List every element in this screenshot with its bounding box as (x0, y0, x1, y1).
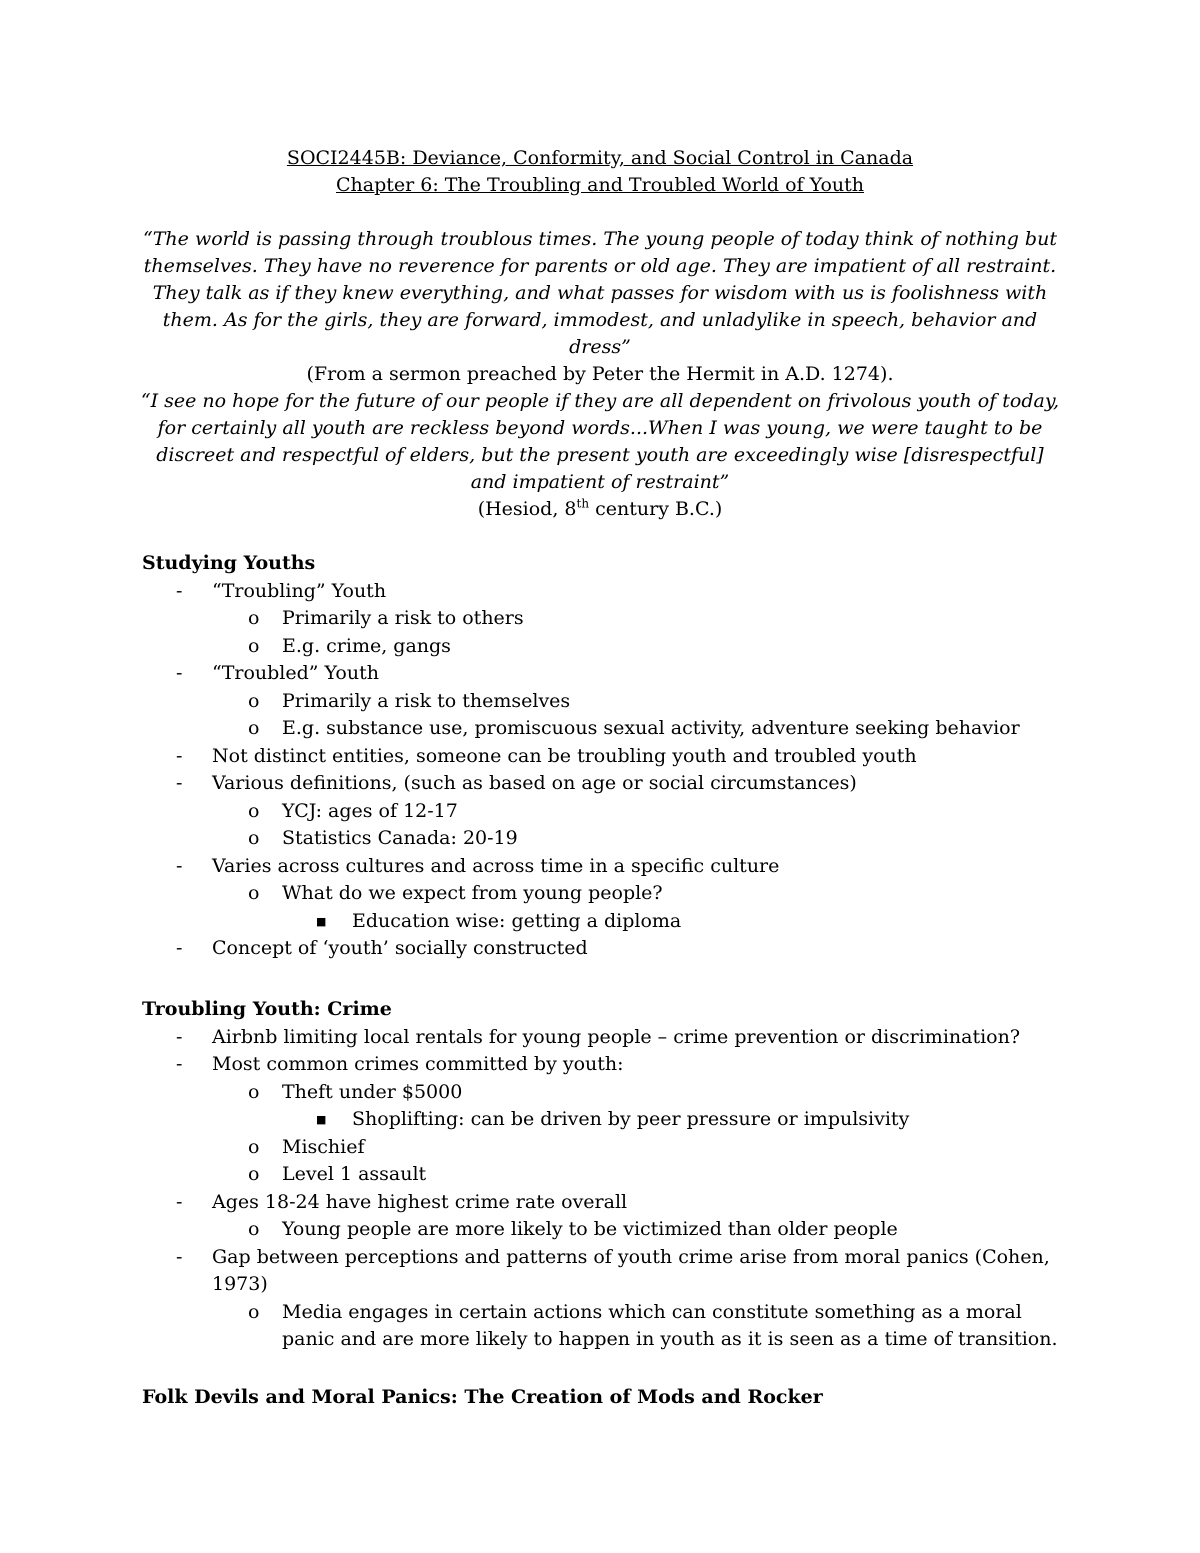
sub-list (212, 1299, 1062, 1354)
quote-hesiod (140, 388, 1060, 523)
sub-item-text: What do we expect from young people? (282, 882, 663, 904)
circle-bullet: o (248, 882, 260, 904)
circle-bullet: o (248, 1135, 260, 1158)
list-item (142, 1244, 1062, 1354)
circle-bullet: o (248, 607, 260, 629)
dash-bullet: - (176, 937, 183, 959)
dash-bullet: - (176, 579, 183, 602)
quote-peter-the-hermit (140, 226, 1060, 388)
list-item (142, 1189, 1062, 1244)
sub-item-text: Young people are more likely to be victimized than older people (282, 1218, 898, 1240)
list-item-text: “Troubled” Youth (212, 662, 379, 684)
circle-bullet: o (248, 1163, 260, 1185)
list-item (142, 1051, 1062, 1189)
circle-bullet: o (248, 1080, 260, 1103)
list-item (142, 935, 1062, 963)
chapter-title: Chapter 6: The Troubling and Troubled World of Youth (335, 174, 865, 196)
circle-bullet: o (248, 634, 260, 657)
circle-bullet: o (248, 799, 260, 822)
list-item-text: Various definitions, (such as based on age or social circumstances) (212, 772, 857, 794)
section-folk-devils (142, 1384, 1062, 1412)
list-item-text: Most common crimes committed by youth: (212, 1053, 624, 1075)
sub-list (212, 605, 1062, 660)
section-studying-youths (142, 550, 1062, 963)
sub-item-text: Primarily a risk to others (282, 607, 524, 629)
circle-bullet: o (248, 717, 260, 739)
sub-sub-item-text: Shoplifting: can be driven by peer pressure or impulsivity (352, 1108, 910, 1130)
sub-sub-list-item (282, 1106, 1062, 1134)
sub-sub-list (282, 1106, 1062, 1134)
list-item-text: Not distinct entities, someone can be troubling youth and troubled youth (212, 744, 917, 767)
dash-bullet: - (176, 1245, 183, 1268)
sub-list (212, 1216, 1062, 1244)
bullet-list (142, 578, 1062, 963)
list-item-text: Concept of ‘youth’ socially constructed (212, 937, 588, 959)
sub-item-text: Media engages in certain actions which can constitute something as a moral panic and are more likely to happen in youth as it is seen as a time of transition. (282, 1300, 1058, 1350)
list-item (142, 1024, 1062, 1052)
sub-list (212, 688, 1062, 743)
course-title: SOCI2445B: Deviance, Conformity, and Social Control in Canada (286, 147, 914, 169)
sub-list-item (212, 605, 1062, 633)
sub-item-text: E.g. substance use, promiscuous sexual activity, adventure seeking behavior (282, 717, 1020, 739)
sub-item-text: Level 1 assault (282, 1163, 427, 1185)
list-item (142, 770, 1062, 853)
section-heading: Folk Devils and Moral Panics: The Creation of Mods and Rocker (142, 1386, 823, 1408)
dash-bullet: - (176, 772, 183, 794)
sub-item-text: YCJ: ages of 12-17 (282, 799, 458, 822)
list-item-text: Gap between perceptions and patterns of youth crime arise from moral panics (Cohen, 1973) (212, 1245, 1050, 1295)
list-item (142, 660, 1062, 743)
quote-text: “The world is passing through troublous times. The young people of today think of nothing but themselves. They have no reverence for parents or old age. They are impatient of all restraint. They talk as if they knew everything, and what passes for wisdom with us is foolishness with them. As for the girls, they are forward, immodest, and unladylike in speech, behavior and dress” (143, 228, 1057, 358)
dash-bullet: - (176, 854, 183, 877)
sub-sub-list-item (282, 908, 1062, 936)
dash-bullet: - (176, 662, 183, 684)
sub-list-item (212, 798, 1062, 826)
document-header (0, 145, 1200, 199)
sub-sub-list (282, 908, 1062, 936)
sub-list-item (212, 633, 1062, 661)
sub-item-text: Theft under $5000 (282, 1080, 463, 1103)
section-heading: Studying Youths (142, 552, 316, 574)
list-item-text: Airbnb limiting local rentals for young people – crime prevention or discrimination? (212, 1025, 1021, 1048)
sub-list (212, 880, 1062, 935)
sub-list-item (212, 1079, 1062, 1134)
circle-bullet: o (248, 689, 260, 712)
sub-item-text: E.g. crime, gangs (282, 634, 451, 657)
list-item (142, 578, 1062, 661)
circle-bullet: o (248, 827, 260, 849)
sub-list (212, 798, 1062, 853)
sub-list-item (212, 825, 1062, 853)
sub-item-text: Primarily a risk to themselves (282, 689, 571, 712)
sub-list (212, 1079, 1062, 1189)
sub-sub-item-text: Education wise: getting a diploma (352, 909, 682, 932)
quote-source-post: century B.C.) (589, 498, 723, 520)
square-bullet: ■ (316, 1113, 327, 1126)
list-item-text: “Troubling” Youth (212, 579, 387, 602)
quote-text: “I see no hope for the future of our people if they are all dependent on frivolous youth of today, for certainly all youth are reckless beyond words...When I was young, we were taught to be discreet and respectful of elders, but the present youth are exceedingly wise [disrespectful] and impatient of restraint” (140, 390, 1060, 493)
section-troubling-youth-crime (142, 996, 1062, 1354)
circle-bullet: o (248, 1300, 260, 1323)
dash-bullet: - (176, 1025, 183, 1048)
dash-bullet: - (176, 1190, 183, 1213)
sub-list-item (212, 1161, 1062, 1189)
list-item (142, 853, 1062, 936)
sub-list-item (212, 1299, 1062, 1354)
sub-item-text: Statistics Canada: 20-19 (282, 827, 518, 849)
sub-list-item (212, 1134, 1062, 1162)
quote-source: (From a sermon preached by Peter the Hermit in A.D. 1274). (306, 363, 894, 385)
quote-source-pre: (Hesiod, 8 (477, 498, 577, 520)
sub-list-item (212, 688, 1062, 716)
quote-source-sup: th (576, 496, 590, 511)
sub-list-item (212, 715, 1062, 743)
circle-bullet: o (248, 1218, 260, 1240)
square-bullet: ■ (316, 914, 327, 928)
dash-bullet: - (176, 1053, 183, 1075)
sub-list-item (212, 880, 1062, 935)
list-item-text: Ages 18-24 have highest crime rate overall (212, 1190, 628, 1213)
sub-item-text: Mischief (282, 1135, 365, 1158)
sub-list-item (212, 1216, 1062, 1244)
section-heading: Troubling Youth: Crime (142, 998, 392, 1020)
dash-bullet: - (176, 744, 183, 767)
bullet-list (142, 1024, 1062, 1354)
list-item (142, 743, 1062, 771)
list-item-text: Varies across cultures and across time in a specific culture (212, 854, 780, 877)
quote-source (140, 496, 1060, 523)
